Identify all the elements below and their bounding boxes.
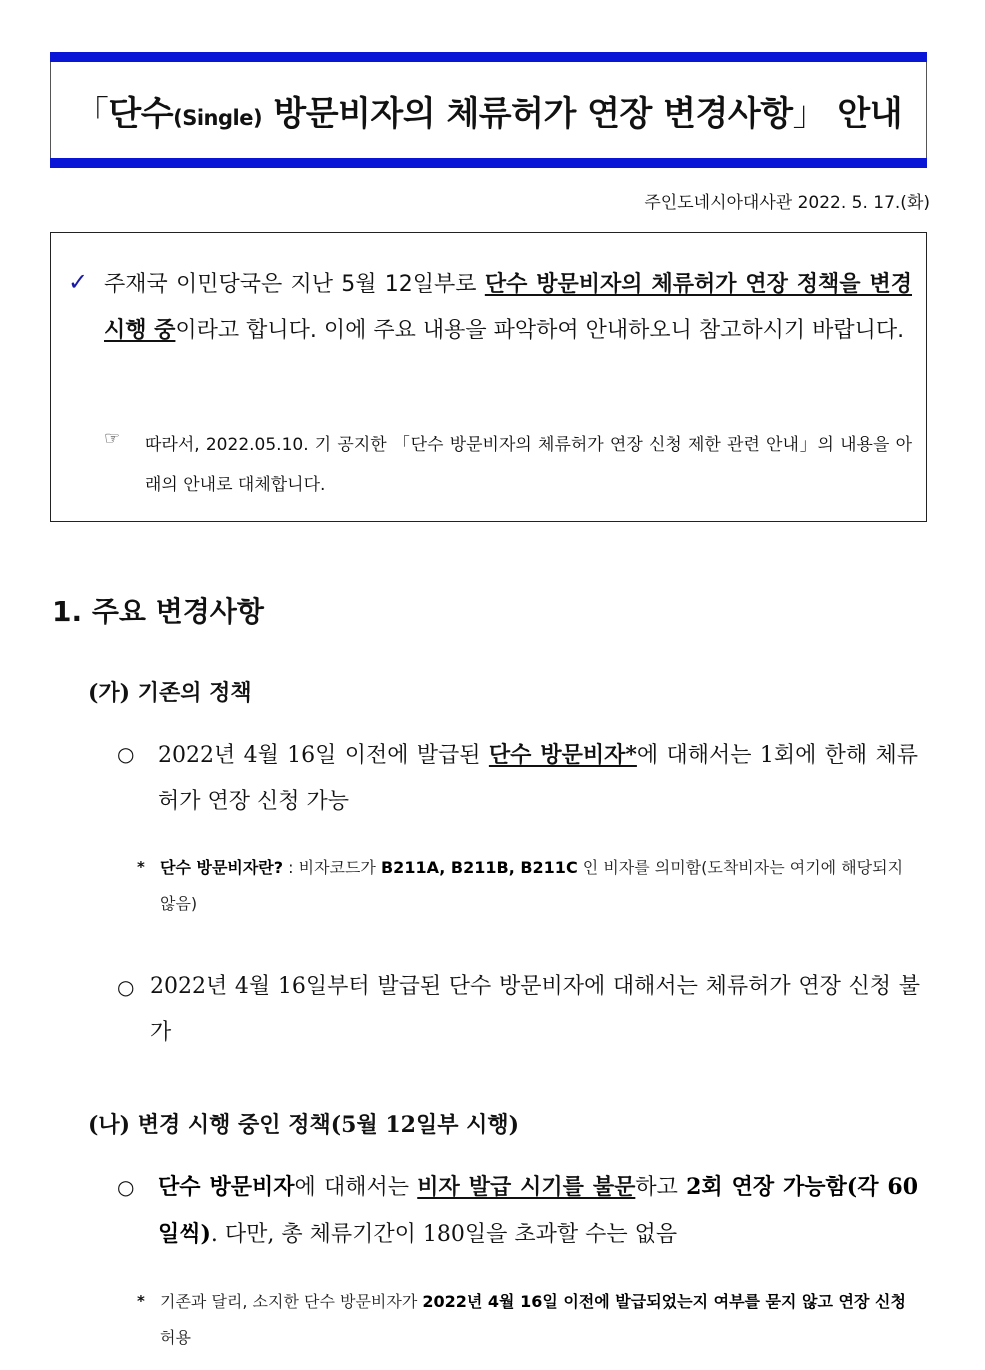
section-heading: 1. 주요 변경사항: [52, 595, 264, 628]
footnote-2: [160, 1284, 920, 1356]
title-open-bracket: 「: [74, 93, 109, 134]
pointing-hand-icon: ☞: [104, 428, 121, 449]
footnote-star: *: [137, 858, 145, 876]
item1-emphasis: 단수 방문비자*: [488, 742, 637, 768]
item1-text-a: 2022년 4월 16일 이전에 발급된: [158, 743, 489, 768]
title-part2: 방문비자의 체류허가 연장 변경사항: [262, 93, 793, 134]
foot1-codes: B211A, B211B, B211C: [380, 858, 578, 877]
item3-text-c: 하고: [635, 1175, 687, 1200]
foot2-bold: 2022년 4월 16일 이전에 발급되었는지 여부를 묻지 않고 연장 신청: [422, 1292, 906, 1311]
title-tail: 안내: [826, 93, 903, 134]
bullet-icon: ○: [117, 1175, 135, 1199]
foot1-text-c: 인 비자를 의미함(도착비자는 여기에 해당되지 않음): [160, 858, 904, 913]
notice-text-b: 이라고 합니다. 이에 주요 내용을 파악하여 안내하오니 참고하시기 바랍니다.: [175, 318, 905, 343]
title-small: (Single): [173, 105, 263, 130]
foot2-text-a: 기존과 달리, 소지한 단수 방문비자가: [160, 1292, 423, 1311]
subsection-b-heading: (나) 변경 시행 중인 정책(5월 12일부 시행): [88, 1112, 520, 1138]
item3-text-a: 에 대해서는: [294, 1175, 418, 1200]
foot1-term: 단수 방문비자란?: [160, 858, 284, 877]
issue-date: 주인도네시아대사관 2022. 5. 17.(화): [644, 193, 930, 213]
item1-text-b: 에 대해서는 1회에 한해 체류허가 연장 신청 가능: [158, 743, 918, 814]
footnote-1: [160, 850, 920, 922]
page-title: [75, 86, 902, 135]
item3-emphasis: 비자 발급 시기를 불문: [417, 1174, 636, 1200]
notice-text-a: 주재국 이민당국은 지난 5월 12일부로: [104, 272, 485, 297]
footnote-star: *: [137, 1292, 145, 1310]
title-part1: 단수: [108, 93, 174, 134]
title-top-rule: [50, 52, 927, 62]
bullet-icon: ○: [117, 742, 135, 766]
notice-note: 따라서, 2022.05.10. 기 공지한 「단수 방문비자의 체류허가 연장 신청 제한 관련 안내」의 내용을 아래의 안내로 대체합니다.: [145, 435, 912, 495]
subsection-a-heading: (가) 기존의 정책: [88, 680, 252, 706]
policy-item-3: [158, 1164, 918, 1258]
foot1-text-a: : 비자코드가: [283, 858, 381, 877]
foot2-text-c: 허용: [160, 1328, 191, 1347]
item3-text-d: . 다만, 총 체류기간이 180일을 초과할 수는 없음: [210, 1222, 678, 1247]
policy-item-2: 2022년 4월 16일부터 발급된 단수 방문비자에 대해서는 체류허가 연장 신청 불가: [150, 974, 920, 1045]
policy-item-1: [158, 732, 918, 825]
notice-emphasis: 단수 방문비자의 체류허가 연장 정책을 변경 시행 중: [104, 272, 912, 343]
bullet-icon: ○: [117, 975, 135, 999]
check-icon: ✓: [68, 268, 89, 296]
title-box: [50, 62, 927, 158]
title-bottom-rule: [50, 158, 927, 168]
item3-bold-a: 단수 방문비자: [158, 1174, 295, 1200]
title-close-bracket: 」: [792, 93, 827, 134]
notice-paragraph: [104, 262, 912, 354]
item3-bold-b: 2회 연장 가능함(각 60일씩): [158, 1174, 919, 1247]
